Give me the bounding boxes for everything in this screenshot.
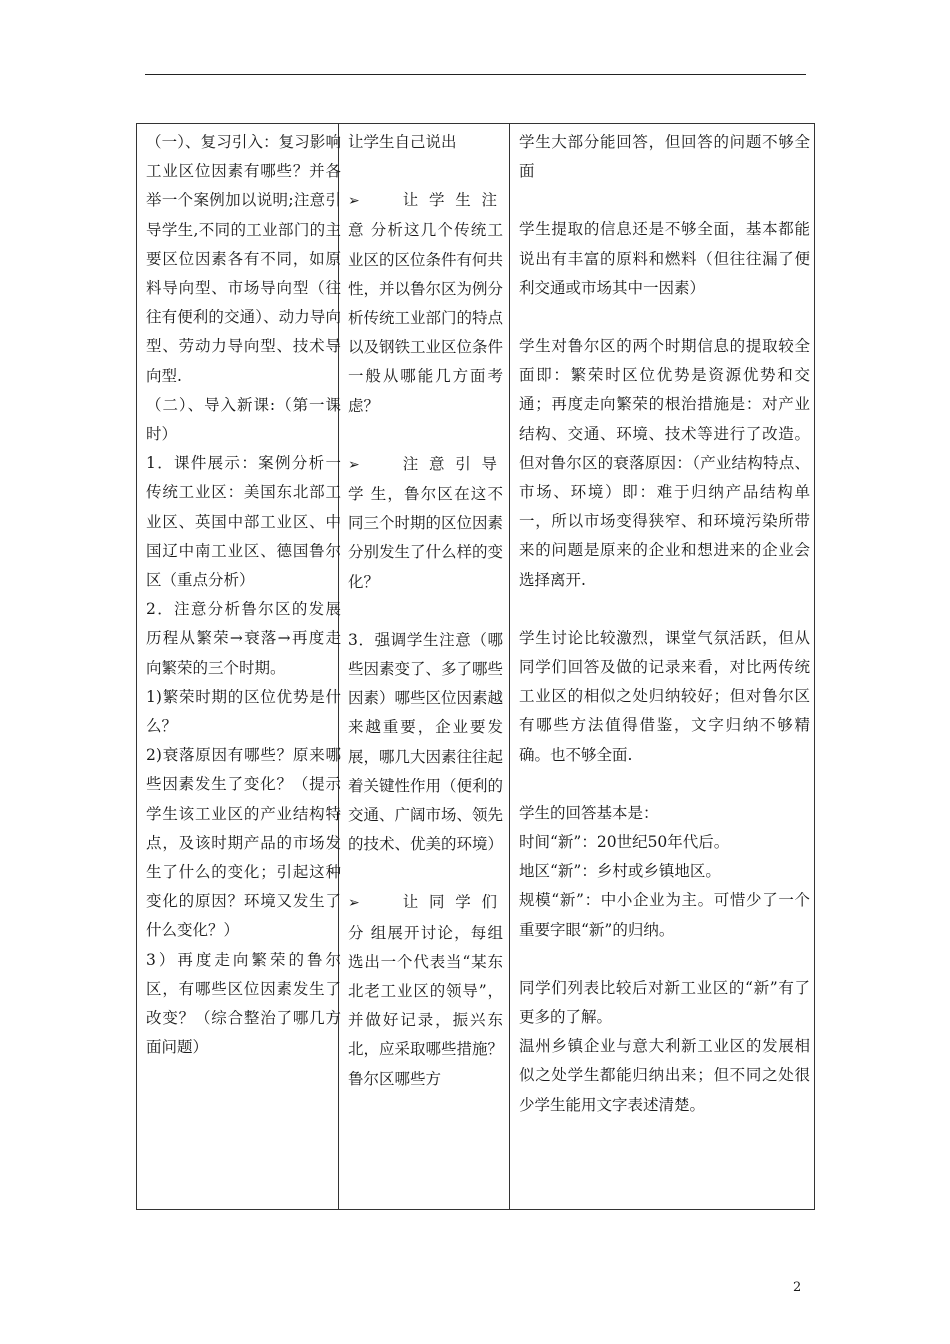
question-1: 1)繁荣时期的区位优势是什么？ <box>146 687 341 736</box>
question-3: 3）再度走向繁荣的鲁尔区，有哪些区位因素发生了改变？（综合整治了哪几方面问题） <box>146 950 341 1057</box>
feedback-7: 温州乡镇企业与意大利新工业区的发展相似之处学生都能归纳出来；但不同之处很少学生能用文字表述清楚。 <box>519 1037 810 1114</box>
guidance-bullet-2: ➢ 注意引导学生，鲁尔区在这不同三个时期的区位因素分别发生了什么样的变化？ <box>348 450 503 597</box>
ruhr-analysis-paragraph: 2．注意分析鲁尔区的发展历程从繁荣→衰落→再度走向繁荣的三个时期。 <box>146 600 341 677</box>
question-2: 2)衰落原因有哪些？原来哪些因素发生了变化？（提示学生该工业区的产业结构特点，及该时期产品的市场发生了什么的变化；引起这种变化的原因？环境又发生了什么变化？） <box>146 746 341 940</box>
feedback-4: 学生讨论比较激烈，课堂气氛活跃，但从同学们回答及做的记录来看，对比两传统工业区的相似之处归纳较好；但对鲁尔区有哪些方法值得借鉴，文字归纳不够精确。也不够全面. <box>519 628 810 764</box>
emphasis-paragraph: 3．强调学生注意（哪些因素变了、多了哪些因素）哪些区位因素越来越重要，企业要发展，哪几大因素往往起着关键性作用（便利的交通、广阔市场、领先的技术、优美的环境） <box>348 630 504 854</box>
feedback-6: 同学们列表比较后对新工业区的“新”有了更多的了解。 <box>519 978 810 1027</box>
feedback-3: 学生对鲁尔区的两个时期信息的提取较全面即：繁荣时区位优势是资源优势和交通；再度走向繁荣的根治措施是：对产业结构、交通、环境、技术等进行了改造。但对鲁尔区的衰落原因：（产业结构特点、市场、环境）即：难于归纳产品结构单一，所以市场变得狭窄、和环境污染所带来的问题是原来的企业和想进来的企业会选择离开. <box>519 337 810 589</box>
feedback-1: 学生大部分能回答，但回答的问题不够全面 <box>519 133 810 181</box>
guidance-bullet-1: ➢ 让学生注意分析这几个传统工业区的区位条件有何共性，并以鲁尔区为例分析传统工业部门的特点以及钢铁工业区位条件一般从哪能几方面考虑？ <box>348 186 503 421</box>
case-display-paragraph: 1．课件展示：案例分析一传统工业区：美国东北部工业区、英国中部工业区、中国辽中南工业区、德国鲁尔区（重点分析） <box>146 454 341 590</box>
guidance-bullet-3: ➢ 让同学们分组展开讨论，每组选出一个代表当“某东北老工业区的领导”，并做好记录，振兴东北，应采取哪些措施？鲁尔区哪些方 <box>348 888 503 1093</box>
header-rule <box>145 74 806 75</box>
page-number: 2 <box>793 1280 802 1295</box>
lesson-table <box>136 123 815 1210</box>
arrow-bullet-icon: ➢ <box>348 456 360 473</box>
self-explain-text: 让学生自己说出 <box>348 133 457 151</box>
feedback-5-region: 地区“新”：乡村或乡镇地区。 <box>519 862 721 881</box>
feedback-5-time: 时间“新”：20世纪50年代后。 <box>519 833 730 852</box>
review-intro-paragraph: （一）、复习引入：复习影响工业区位因素有哪些？并各举一个案例加以说明;注意引导学生,不同的工业部门的主要区位因素各有不同，如原料导向型、市场导向型（往往有便利的交通）、动力导向型、劳动力导向型、技术导向型. <box>146 133 341 385</box>
feedback-5-intro: 学生的回答基本是： <box>519 803 659 822</box>
feedback-2: 学生提取的信息还是不够全面，基本都能说出有丰富的原料和燃料（但往往漏了便利交通或市场其中一因素） <box>519 220 810 297</box>
arrow-bullet-icon: ➢ <box>348 193 360 210</box>
new-lesson-heading: （二）、导入新课:（第一课时） <box>146 395 341 444</box>
feedback-5-scale: 规模“新”：中小企业为主。可惜少了一个重要字眼“新”的归纳。 <box>519 891 810 939</box>
student-feedback-cell <box>519 128 810 1120</box>
teacher-activity-cell <box>348 128 503 1094</box>
teaching-content-cell <box>146 128 341 1063</box>
arrow-bullet-icon: ➢ <box>348 895 360 912</box>
column-divider <box>509 124 510 1209</box>
